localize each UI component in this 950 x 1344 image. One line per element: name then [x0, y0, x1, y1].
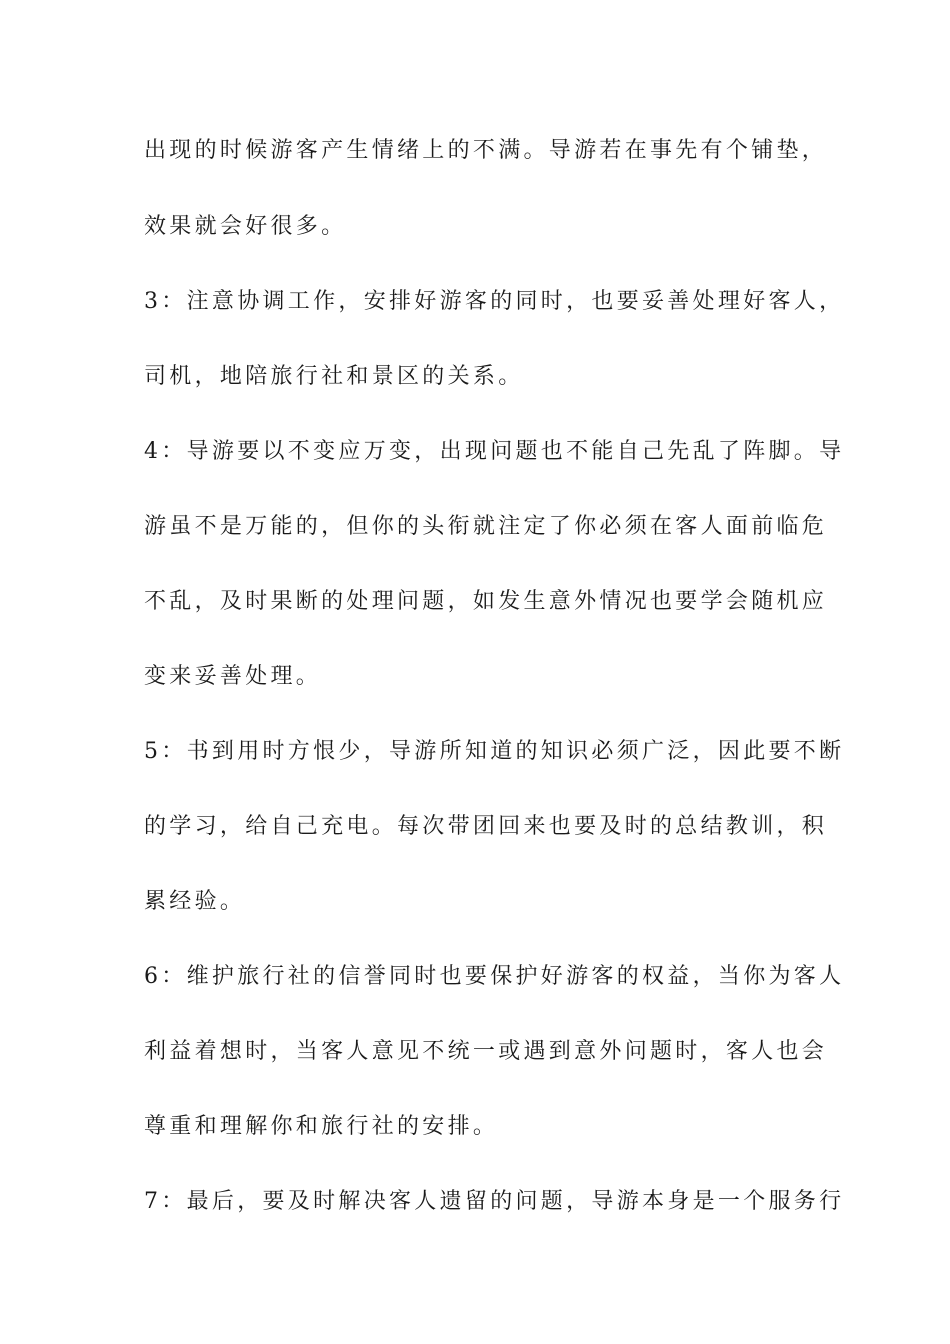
- text-line: 不乱，及时果断的处理问题，如发生意外情况也要学会随机应: [144, 589, 828, 614]
- text-line: 利益着想时，当客人意见不统一或遇到意外问题时，客人也会: [144, 1039, 828, 1064]
- text-line: 4：导游要以不变应万变，出现问题也不能自己先乱了阵脚。导: [144, 439, 845, 464]
- text-line: 尊重和理解你和旅行社的安排。: [144, 1114, 499, 1139]
- text-line: 5：书到用时方恨少，导游所知道的知识必须广泛，因此要不断: [144, 739, 845, 764]
- text-line: 游虽不是万能的，但你的头衔就注定了你必须在客人面前临危: [144, 514, 828, 539]
- text-line: 司机，地陪旅行社和景区的关系。: [144, 364, 524, 389]
- text-line: 累经验。: [144, 889, 246, 914]
- text-line: 7：最后，要及时解决客人遗留的问题，导游本身是一个服务行: [144, 1189, 845, 1214]
- text-line: 效果就会好很多。: [144, 214, 347, 239]
- text-line: 6：维护旅行社的信誉同时也要保护好游客的权益，当你为客人: [144, 964, 845, 989]
- text-line: 出现的时候游客产生情绪上的不满。导游若在事先有个铺垫，: [144, 138, 828, 163]
- text-line: 3：注意协调工作，安排好游客的同时，也要妥善处理好客人，: [144, 289, 845, 314]
- text-line: 的学习，给自己充电。每次带团回来也要及时的总结教训，积: [144, 814, 828, 839]
- text-line: 变来妥善处理。: [144, 664, 322, 689]
